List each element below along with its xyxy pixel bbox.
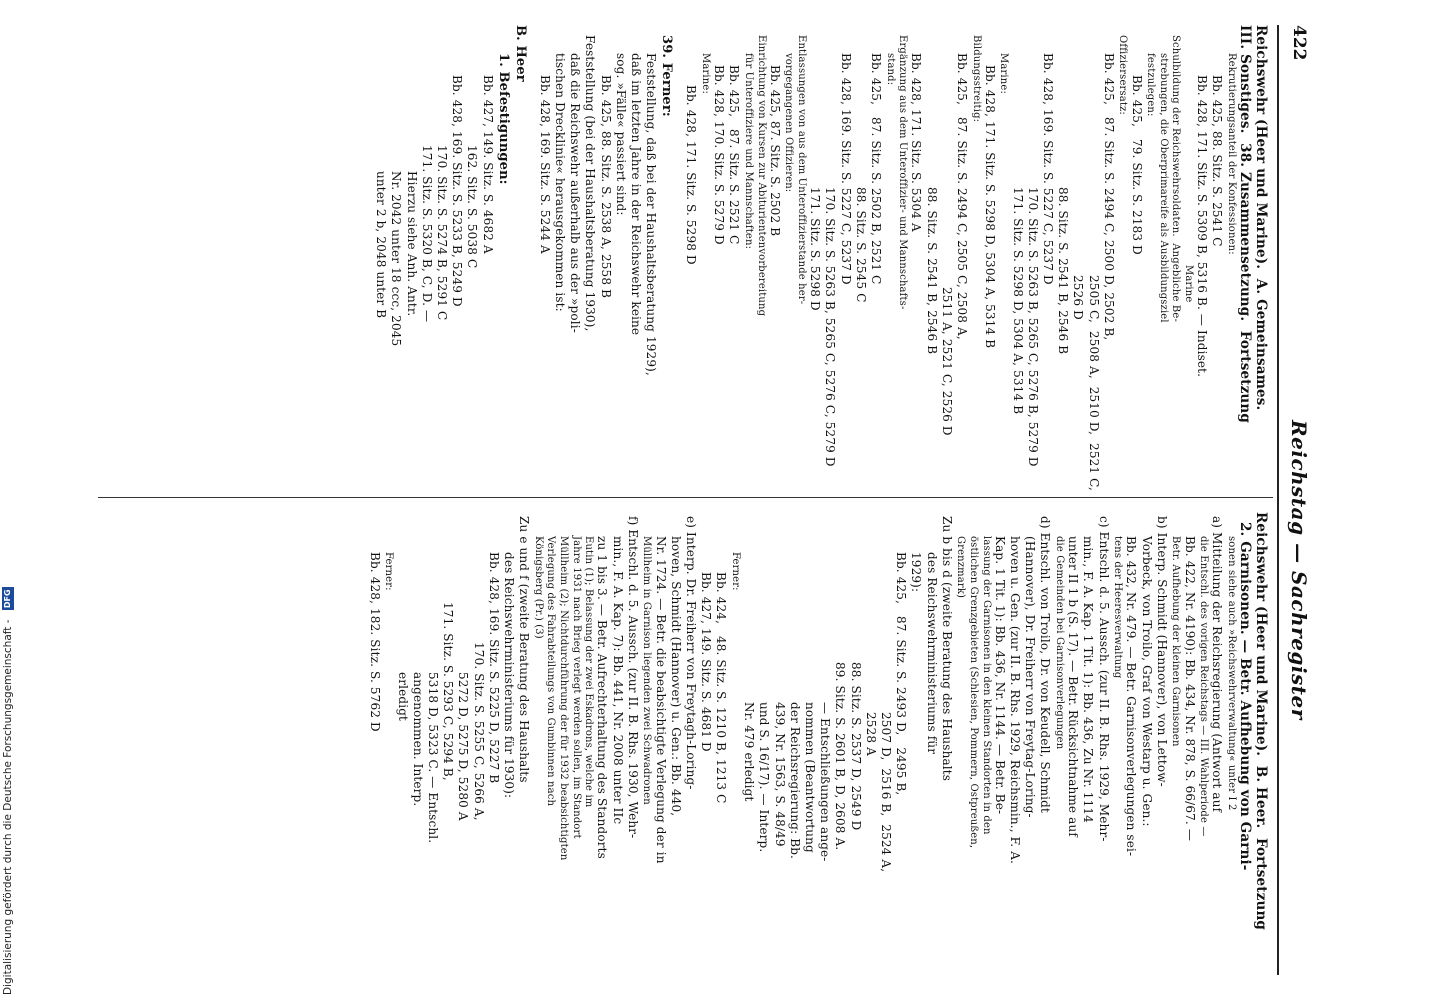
left-column-line: Bb. 427, 149. Sitz. S. 4682 A bbox=[480, 75, 495, 254]
left-column bbox=[373, 25, 1269, 492]
right-column-line: angenommen. Interp. bbox=[410, 672, 425, 807]
left-column-line: 170. Sitz. S. 5263 B, 5265 C, 5276 B, 5279 D bbox=[1025, 187, 1040, 467]
left-column-line: strebungen, die Oberprimareife als Ausbildungsziel bbox=[1157, 53, 1169, 323]
right-column-line: — Entschließungen ange- bbox=[818, 702, 833, 862]
right-column-line: Ferner: bbox=[729, 552, 741, 591]
column-divider bbox=[98, 497, 1273, 498]
page-header bbox=[1279, 25, 1313, 975]
left-column-line: 171. Sitz. S. 5320 B, C, D. — bbox=[419, 145, 434, 323]
left-column-line: Feststellung (bei der Haushaltsberatung 1930), bbox=[583, 35, 598, 332]
right-column-line: Zu e und f (zweite Beratung des Haushalts bbox=[517, 516, 532, 783]
left-column-line: Bb. 425, 79. Sitz. S. 2183 D bbox=[1129, 75, 1144, 255]
right-column-line: min., F. A. Kap. 1 Tit. 1): Bb. 436, Zu Nr. 1114 bbox=[1081, 536, 1096, 823]
right-column-line: 5318 D, 5323 C. — Entschl. bbox=[425, 672, 440, 844]
right-column-line: 170. Sitz. S. 5255 C, 5266 A, bbox=[471, 642, 486, 821]
left-column-line: Offiziersersatz: bbox=[1117, 35, 1129, 115]
left-column-line: Schulbildung der Reichswehrsoldaten. Angebliche Be- bbox=[1170, 35, 1182, 322]
right-column-line: 2528 A bbox=[863, 712, 878, 756]
left-column-line: tischen Dreckliniе« herausgekommen ist: bbox=[553, 53, 567, 312]
left-column-line: Bb. 425, 87. Sitz. S. 2494 C, 2505 C, 2508 A, bbox=[955, 53, 970, 340]
right-column-line: Bb. 422, Nr. 4190): Bb. 434, Nr. 878, S. 66/67. — bbox=[1182, 536, 1197, 842]
left-column-line: Marine: bbox=[700, 53, 712, 94]
left-column-line: Entlassungen von aus dem Unteroffizierstande her- bbox=[796, 35, 807, 305]
left-column-line: Bb. 428, 170. Sitz. S. 5279 D bbox=[712, 65, 727, 245]
left-column-line bbox=[675, 25, 683, 487]
right-column-line: Grenzmark) bbox=[955, 536, 967, 599]
right-column-line: 2. Garnisonen. — Betr. Aufhebung von Garni- bbox=[1237, 522, 1253, 871]
right-column-line: 89. Sitz. S. 2601 B, D, 2608 A. bbox=[833, 662, 848, 851]
left-column-line: III. Sonstiges. 38. Zusammensetzung. Fortsetzung bbox=[1237, 25, 1253, 423]
right-column-line: Bb. 425, 87. Sitz. S. 2493 D, 2495 B, bbox=[894, 552, 909, 796]
left-column-line: Bb. 428, 169. Sitz. S. 5227 C, 5237 D bbox=[1041, 53, 1056, 285]
right-column-line: Ferner: bbox=[383, 552, 395, 591]
left-column-line: 162. Sitz. S. 5038 C bbox=[465, 145, 480, 269]
right-column-line: Nr. 1724. — Betr. die beabsichtigte Verlegung der in bbox=[653, 536, 668, 864]
left-column-line: unter 2 b, 2048 unter B bbox=[374, 171, 389, 319]
left-column-line: 1. Befestigungen: bbox=[495, 53, 511, 185]
left-column-line: Ergänzung aus dem Unteroffizier- und Mannschafts- bbox=[897, 35, 909, 310]
right-column-line: 5272 D, 5275 D, 5280 A bbox=[456, 672, 471, 821]
left-column-line: 171. Sitz. S. 5298 D bbox=[808, 187, 823, 311]
right-column-line: 439, Nr. 1563, S. 48/49 bbox=[772, 702, 787, 847]
left-column-line: Bb. 428, 169. Sitz. S. 5227 C, 5237 D bbox=[838, 53, 853, 285]
left-column-line: für Unteroffiziere und Mannschaften: bbox=[743, 53, 755, 250]
digitization-note bbox=[2, 5, 16, 995]
right-column-line: Müllheim (2); Nichtdurchführung der für 1932 beabsichtigten bbox=[557, 536, 569, 861]
left-column-line: 39. Ferner: bbox=[659, 35, 675, 117]
right-column-line: des Reichswehrministeriums für bbox=[924, 552, 939, 755]
left-column-line: 2511 A, 2521 C, 2526 D bbox=[939, 287, 954, 436]
right-column-line: hoven u. Gen. (zur II. B. Rhs. 1929, Reichsmin., F. A. bbox=[1008, 536, 1022, 864]
left-column-line: vorgegangenen Offizieren: bbox=[783, 53, 795, 193]
right-column-line: hoven, Schmidt (Hannover) u. Gen.: Bb. 440, bbox=[668, 536, 683, 817]
right-column-line: b) Interp. Schmidt (Hannover), von Lettow- bbox=[1154, 516, 1169, 787]
right-column-line: erledigt bbox=[395, 672, 410, 722]
left-column-line: Rekrutierungsanteil der Konfessionen: bbox=[1226, 53, 1237, 255]
right-column-line: d) Entschl. von Troilo, Dr. von Keudell, Schmidt bbox=[1038, 516, 1053, 813]
right-column-line: Vorbeck, von Troilo, Graf von Westarp u. Gen.: bbox=[1139, 536, 1154, 827]
right-column-line: unter II 1 b (S. 17). — Betr. Rücksichtnahme auf bbox=[1066, 536, 1081, 837]
left-column-line: 170. Sitz. S. 5274 B, 5291 C bbox=[434, 145, 449, 321]
dfg-logo-icon: DFG bbox=[3, 589, 12, 609]
left-column-line: Bb. 428, 169. Sitz. S. 5244 A bbox=[537, 75, 552, 254]
right-column-line: 2507 D, 2516 B, 2524 A, bbox=[879, 712, 893, 873]
right-column-line: sonen siehe auch »Reichswehrverwaltung« unter I 2 bbox=[1226, 536, 1237, 811]
right-column-line: zu 1 bis 3. — Betr. Aufrechterhaltung des Standorts bbox=[595, 536, 610, 859]
right-column-line: des Reichswehrministeriums für 1930): bbox=[501, 552, 516, 799]
left-column-line: Bb. 425, 88. Sitz. S. 2538 A, 2558 B bbox=[598, 75, 613, 299]
left-column-line: Bb. 425, 88. Sitz. S. 2541 C bbox=[1210, 75, 1225, 247]
left-column-line: Marine bbox=[1183, 265, 1194, 303]
right-column-line: Bb. 424, 48. Sitz. S. 1210 B, 1213 C bbox=[714, 572, 729, 804]
left-column-line: Feststellung, daß bei der Haushaltsberatung 1929), bbox=[644, 53, 659, 376]
right-column-line: Bb. 428, 182. Sitz. S. 5762 D bbox=[367, 552, 382, 732]
left-column-line: 2505 C, 2508 A, 2510 D, 2521 C, bbox=[1086, 275, 1101, 492]
right-column-line: 88. Sitz. S. 2537 D, 2549 D bbox=[848, 662, 863, 831]
right-column-line: Bb. 428, 169. Sitz. S. 5225 D, 5227 B bbox=[486, 552, 501, 784]
right-column-line: Königsberg (Pr.) (3) bbox=[532, 536, 544, 639]
left-column-line: 88. Sitz. S. 2541 B, 2546 B bbox=[1056, 187, 1071, 355]
right-column-line: die Entschl. des vorigen Reichstags — III. Wahlperiode — bbox=[1198, 536, 1210, 837]
page-number: 422 bbox=[1289, 25, 1309, 61]
left-column-line: Bb. 428, 171. Sitz. S. 5298 D bbox=[684, 85, 699, 265]
left-column-line: 88. Sitz. S. 2545 C bbox=[853, 187, 868, 303]
right-column-line: Zu b bis d (zweite Beratung des Haushalts bbox=[939, 516, 954, 782]
right-column-line: Verlegung des Fahrabteilungs von Gumbinnen nach bbox=[545, 536, 557, 807]
right-column-line: und S. 16/17). — Interp. bbox=[757, 702, 772, 853]
right-column-line: 171. Sitz. S. 5293 C, 5294 B, bbox=[441, 602, 456, 781]
right-column-line: Betr. Aufhebung der kleinen Garnisonen bbox=[1170, 536, 1182, 747]
right-column-line: die Gemeinden bei Garnisonverlegungen bbox=[1054, 536, 1065, 750]
right-column-line: f) Entschl. d. 5. Aussch. (zur II. B. Rhs. 1930, Wehr- bbox=[625, 516, 640, 839]
left-column-line: Bb. 428, 171. Sitz. S. 5309 B, 5316 B. — Indiset. bbox=[1195, 75, 1210, 378]
right-column-line: (Hannover), Dr. Freiherr von Freytag-Loring- bbox=[1023, 536, 1038, 818]
left-column-line bbox=[529, 25, 537, 487]
left-column-line: Einrichtung von Kursen zur Abiturientenvorbereitung bbox=[755, 35, 767, 317]
right-column-line: Bb. 432, Nr. 479. — Betr. Garnisonverlegungen sei- bbox=[1124, 536, 1139, 857]
left-column-line: Bb. 425, 87. Sitz. S. 2502 B, 2521 C bbox=[869, 53, 884, 285]
right-column-line: nommen (Beantwortung bbox=[802, 702, 817, 853]
left-column-line: 170. Sitz. S. 5263 B, 5265 C, 5276 C, 5279 D bbox=[823, 187, 838, 467]
right-column-line: a) Mitteilung der Reichsregierung (Antwort auf bbox=[1210, 516, 1225, 813]
left-column-line: Bb. 425, 87. Sitz. S. 2502 B bbox=[767, 65, 782, 237]
left-column-line: daß im letzten Jahre in der Reichswehr keine bbox=[629, 53, 644, 336]
left-column-line: Reichswehr (Heer und Marine). A. Gemeinsames. bbox=[1253, 25, 1269, 411]
left-column-line: sog. »Fälle« passiert sind: bbox=[613, 53, 628, 216]
left-column-line: Bb. 428, 171. Sitz. S. 5304 A bbox=[909, 53, 924, 232]
page-title: Reichstag — Sachregister bbox=[1287, 420, 1311, 720]
right-column-line: e) Interp. Dr. Freiherr von Freytagh-Loring- bbox=[683, 516, 698, 790]
left-column-line: 88. Sitz. S. 2541 B, 2546 B bbox=[924, 187, 939, 355]
right-column-line: Müllheim in Garnison liegenden zwei Schwadronen bbox=[641, 536, 653, 805]
left-column-line: daß die Reichswehr außerhalb aus der »poli- bbox=[568, 53, 583, 333]
right-column-line: 1929): bbox=[909, 552, 924, 593]
right-column-line: Nr. 479 erledigt bbox=[742, 702, 757, 802]
left-column-line: Bb. 425, 87. Sitz. S. 2494 C, 2500 D, 2502 B, bbox=[1101, 53, 1116, 341]
right-column-line: östlichen Grenzgebieten (Schlesien, Pommern, Ostpreußen, bbox=[968, 536, 979, 849]
header-rule bbox=[1277, 25, 1279, 975]
left-column-line: 171. Sitz. S. 5298 D, 5304 A, 5314 B bbox=[1010, 187, 1025, 415]
left-column-line: 2526 D bbox=[1071, 275, 1086, 320]
left-column-line: Marine: bbox=[998, 53, 1010, 94]
left-column-line: stand: bbox=[884, 53, 896, 86]
right-column-line: der Reichsregierung: Bb. bbox=[787, 702, 802, 860]
right-column bbox=[367, 512, 1269, 974]
right-column-line: Jahre 1931 nach Brieg verlegt werden sollen, im Standort bbox=[570, 536, 582, 839]
left-column-line: Bb. 428, 171. Sitz. S. 5298 D, 5304 A, 5314 B bbox=[982, 65, 997, 349]
left-column-line: festzulegen: bbox=[1145, 53, 1157, 117]
left-column-line: Bb. 425, 87. Sitz. S. 2521 C bbox=[727, 65, 742, 245]
right-column-line: Eutin (1); Belassung der zwei Eskadrons, welche im bbox=[583, 536, 595, 808]
left-column-line: Bb. 428, 169. Sitz. S. 5233 B, 5249 D bbox=[450, 75, 465, 307]
left-column-line: Nr. 2042 unter 18 ccc, 2045 bbox=[389, 171, 404, 347]
register-page bbox=[25, 0, 1325, 1000]
right-column-line: min., F. A. Kap. 7): Bb. 441, Nr. 2008 unter IIc bbox=[610, 536, 625, 825]
right-column-line: tens der Heeresverwaltung bbox=[1112, 536, 1124, 679]
left-column-line: Hierzu siehe Anh. Antr. bbox=[404, 171, 419, 317]
right-column-line: Reichswehr (Heer und Marine). B. Heer. Fortsetzung bbox=[1253, 512, 1269, 931]
right-column-line: lassung der Garnisonen in den kleinen Standorten in den bbox=[980, 536, 992, 835]
left-column-line: B. Heer bbox=[512, 25, 528, 82]
right-column-line: Kap. 1 Tit. 1): Bb. 436, Nr. 1144. — Betr. Be- bbox=[992, 536, 1007, 815]
right-column-line: c) Entschl. d. 5. Aussch. (zur II. B. Rhs. 1929, Mehr- bbox=[1096, 516, 1111, 842]
digitization-text: Digitalisierung gefördert durch die Deutsche Forschungsgemeinschaft - bbox=[2, 619, 14, 995]
right-column-line: Bb. 427, 149. Sitz. S. 4681 D bbox=[699, 572, 714, 752]
left-column-line: Bildungsstreitig: bbox=[970, 35, 982, 123]
